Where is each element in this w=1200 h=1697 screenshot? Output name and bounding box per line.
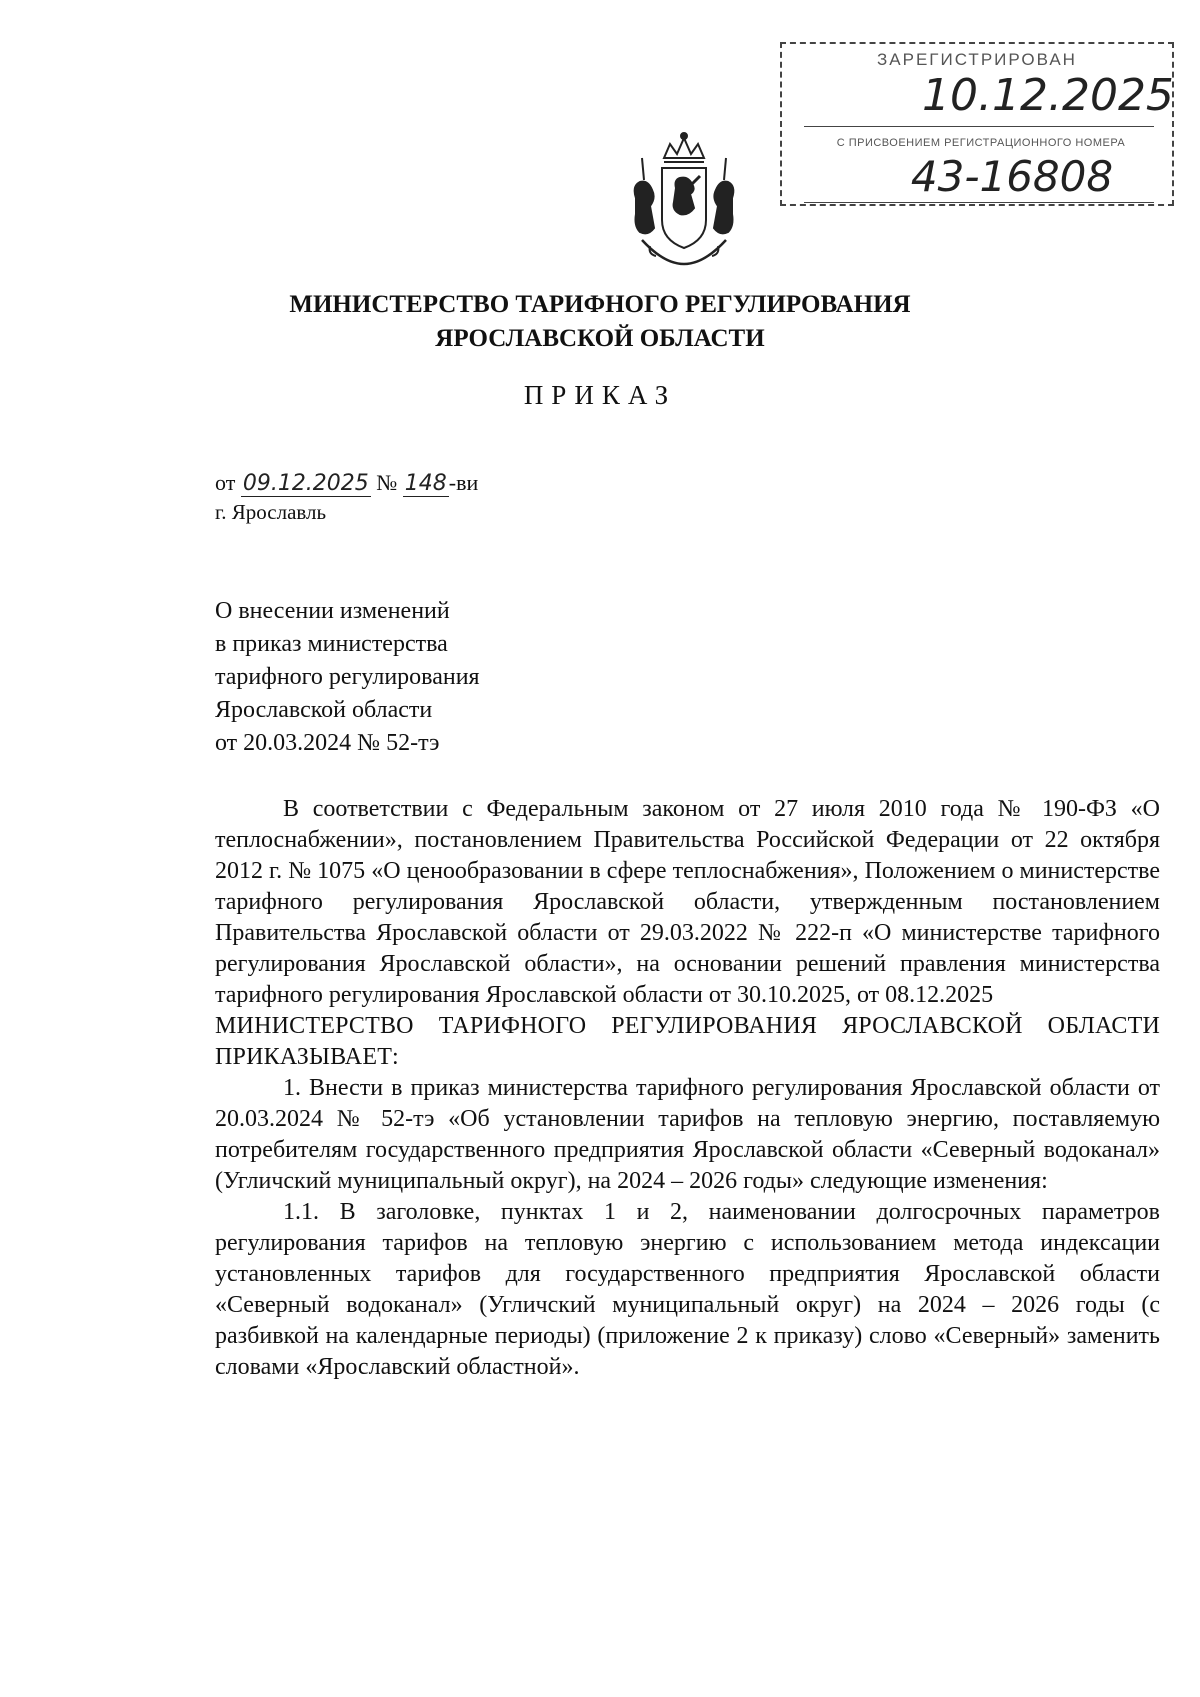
preamble-paragraph: В соответствии с Федеральным законом от 27 июля 2010 года № 190-ФЗ «О теплоснабжении», постановлением Правительства Российской Федерации от 22 октября 2012 г. № 1075 «О ценообразовании в сфере теплоснабжения», Положением о министерстве тарифного регулирования Ярославской области, утвержденным постановлением Правительства Ярославской области от 29.03.2022 № 222-п «О министерстве тарифного регулирования Ярославской области», на основании решений правления министерства тарифного регулирования Ярославской области от 30.10.2025, от 08.12.2025: [215, 796, 1160, 1008]
stamp-caption: С ПРИСВОЕНИЕМ РЕГИСТРАЦИОННОГО НОМЕРА: [836, 137, 1126, 149]
subject-line: О внесении изменений: [215, 598, 450, 624]
subject-line: Ярославской области: [215, 697, 433, 723]
stamp-title: ЗАРЕГИСТРИРОВАН: [877, 50, 1077, 69]
registration-stamp: [780, 42, 1174, 206]
order-number-suffix: -ви: [448, 470, 479, 495]
issuer-name-line1: МИНИСТЕРСТВО ТАРИФНОГО РЕГУЛИРОВАНИЯ: [289, 291, 911, 318]
subject-line: в приказ министерства: [215, 631, 448, 657]
order-city: г. Ярославль: [215, 500, 327, 524]
stamp-underline-number: [804, 202, 1154, 203]
orders-statement: МИНИСТЕРСТВО ТАРИФНОГО РЕГУЛИРОВАНИЯ ЯРОСЛАВСКОЙ ОБЛАСТИ ПРИКАЗЫВАЕТ:: [215, 1013, 1160, 1070]
stamp-date: 10.12.2025: [922, 70, 1174, 121]
order-number-sign: №: [376, 470, 398, 495]
item-1-1-paragraph: 1.1. В заголовке, пунктах 1 и 2, наименовании долгосрочных параметров регулирования тарифов на тепловую энергию с использованием метода индексации установленных тарифов для государственного предприятия Ярославской области «Северный водоканал» (Угличский муниципальный округ) на 2024 – 2026 годы (с разбивкой на календарные периоды) (приложение 2 к приказу) слово «Северный» заменить словами «Ярославский областной».: [215, 1199, 1160, 1380]
subject-line: тарифного регулирования: [215, 664, 480, 690]
coat-of-arms-emblem: [614, 128, 754, 274]
order-subject: [215, 595, 575, 760]
order-body: [215, 794, 1160, 1383]
item-1-paragraph: 1. Внести в приказ министерства тарифного регулирования Ярославской области от 20.03.2024 № 52-тэ «Об установлении тарифов на тепловую энергию, поставляемую потребителям государственного предприятия Ярославской области «Северный водоканал» (Угличский муниципальный округ), на 2024 – 2026 годы» следующие изменения:: [215, 1075, 1160, 1194]
order-date-number-line: [215, 470, 478, 496]
stamp-number: 43-16808: [910, 152, 1114, 201]
subject-line: от 20.03.2024 № 52-тэ: [215, 730, 440, 756]
issuer-name-line2: ЯРОСЛАВСКОЙ ОБЛАСТИ: [435, 325, 765, 352]
order-number: 148: [404, 471, 447, 496]
document-type-title: ПРИКАЗ: [523, 380, 677, 410]
order-date: 09.12.2025: [242, 471, 369, 496]
stamp-underline-date: [804, 126, 1154, 127]
order-date-prefix: от: [215, 470, 236, 495]
